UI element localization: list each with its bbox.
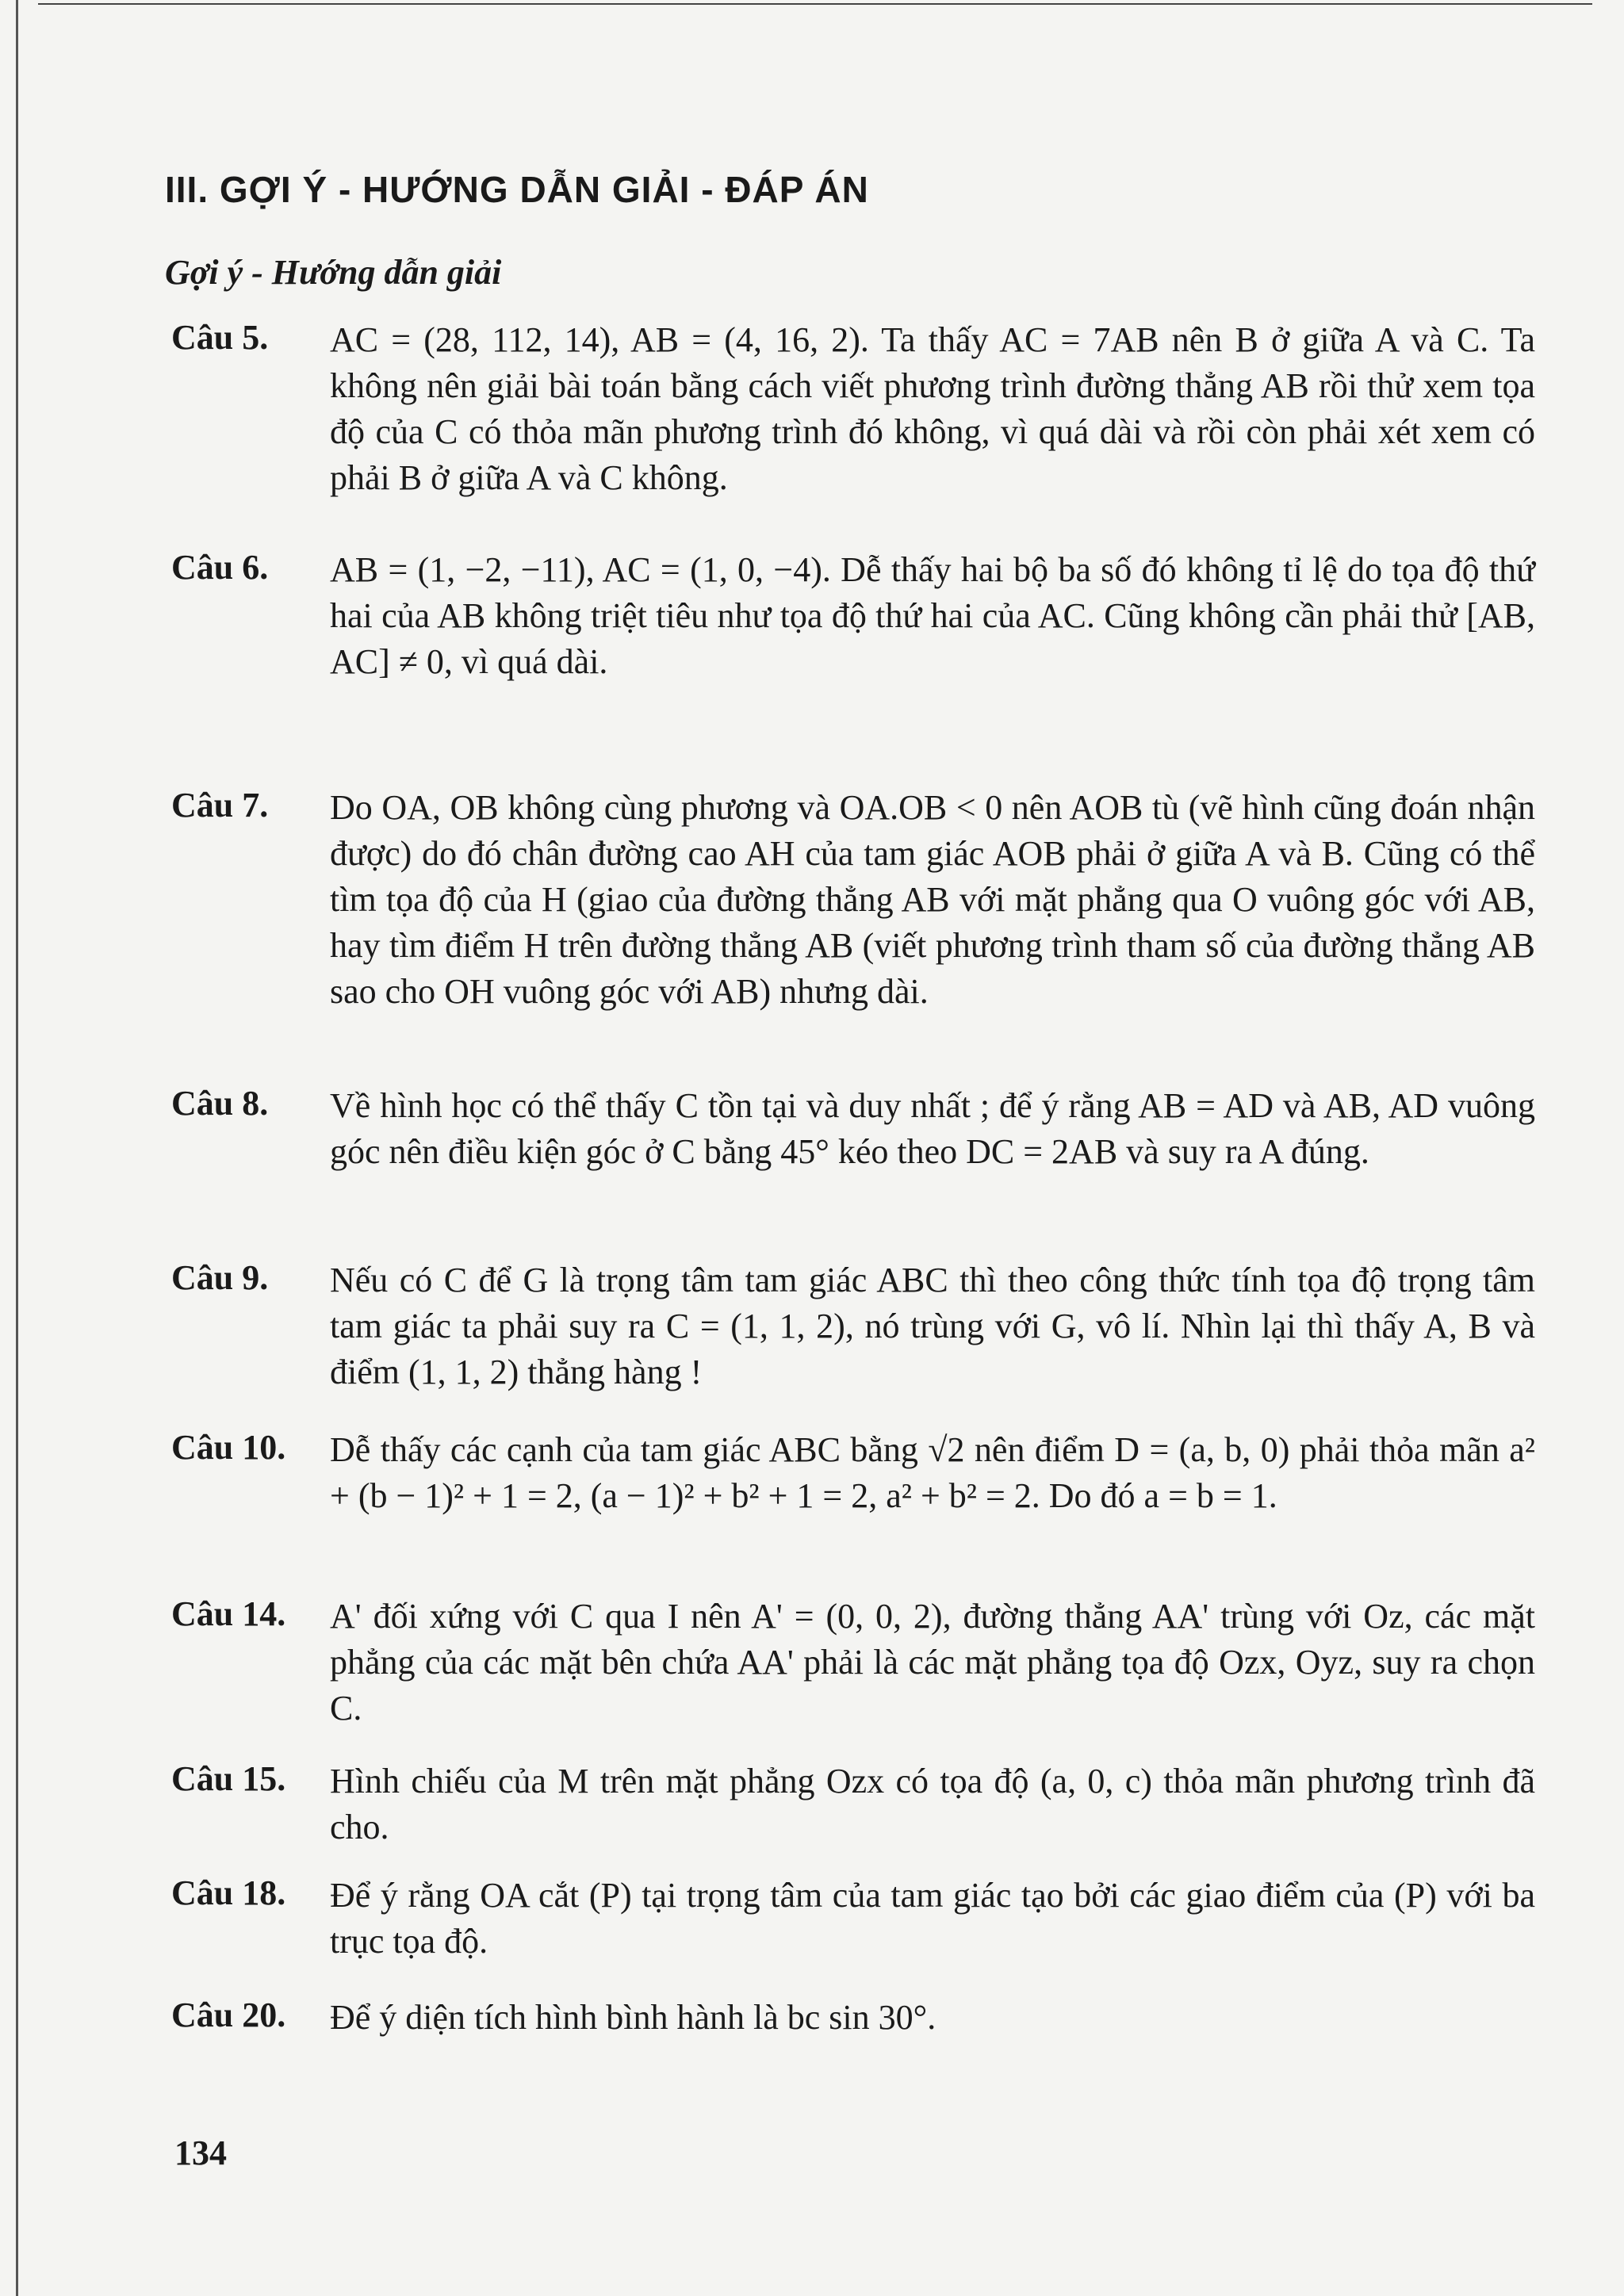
answer-item-14 [171,1594,1535,1732]
answer-item-20 [171,1995,1535,2041]
item-label: Câu 5. [171,318,269,357]
left-rule [16,0,18,2296]
answer-item-5 [171,317,1535,501]
item-label: Câu 20. [171,1996,286,2034]
section-heading: III. GỢI Ý - HƯỚNG DẪN GIẢI - ĐÁP ÁN [165,169,869,210]
item-label: Câu 7. [171,786,269,825]
item-text: Để ý diện tích hình bình hành là bc sin 30°. [330,1998,936,2037]
item-label: Câu 14. [171,1594,286,1633]
page-number: 134 [174,2133,227,2172]
answer-item-7 [171,785,1535,1015]
answer-item-18 [171,1873,1535,1965]
item-text: AB = (1, −2, −11), AC = (1, 0, −4). Dễ thấy hai bộ ba số đó không tỉ lệ do tọa độ thứ hai của AB không triệt tiêu như tọa độ thứ hai của AC. Cũng không cần phải thử [AB, AC] ≠ 0, vì quá dài. [330,550,1535,681]
answer-item-8 [171,1083,1535,1175]
item-label: Câu 8. [171,1084,269,1123]
item-label: Câu 9. [171,1258,269,1297]
answer-item-15 [171,1758,1535,1850]
section-subheading: Gợi ý - Hướng dẫn giải [165,253,502,292]
item-text: Về hình học có thể thấy C tồn tại và duy nhất ; để ý rằng AB = AD và AB, AD vuông góc nên điều kiện góc ở C bằng 45° kéo theo DC = 2AB và suy ra A đúng. [330,1086,1535,1171]
item-text: Do OA, OB không cùng phương và OA.OB < 0 nên AOB tù (vẽ hình cũng đoán nhận được) do đó chân đường cao AH của tam giác AOB phải ở giữa A và B. Cũng có thể tìm tọa độ của H (giao của đường thẳng AB với mặt phẳng qua O vuông góc với AB, hay tìm điểm H trên đường thẳng AB (viết phương trình tham số của đường thẳng AB sao cho OH vuông góc với AB) nhưng dài. [330,788,1535,1011]
item-label: Câu 10. [171,1428,286,1467]
item-text: Hình chiếu của M trên mặt phẳng Ozx có tọa độ (a, 0, c) thỏa mãn phương trình đã cho. [330,1762,1535,1846]
item-label: Câu 15. [171,1759,286,1798]
answer-item-6 [171,547,1535,685]
answer-item-9 [171,1257,1535,1395]
item-text: Nếu có C để G là trọng tâm tam giác ABC thì theo công thức tính tọa độ trọng tâm tam giác ta phải suy ra C = (1, 1, 2), nó trùng với G, vô lí. Nhìn lại thì thấy A, B và điểm (1, 1, 2) thẳng hàng ! [330,1261,1535,1391]
answer-item-10 [171,1427,1535,1519]
item-text: Để ý rằng OA cắt (P) tại trọng tâm của tam giác tạo bởi các giao điểm của (P) với ba trục tọa độ. [330,1876,1535,1961]
item-text: AC = (28, 112, 14), AB = (4, 16, 2). Ta thấy AC = 7AB nên B ở giữa A và C. Ta không nên giải bài toán bằng cách viết phương trình đường thẳng AB rồi thử xem tọa độ của C có thỏa mãn phương trình đó không, vì quá dài và rồi còn phải xét xem có phải B ở giữa A và C không. [330,320,1535,497]
item-label: Câu 6. [171,548,269,587]
top-rule [38,3,1592,5]
item-text: Dễ thấy các cạnh của tam giác ABC bằng √2 nên điểm D = (a, b, 0) phải thỏa mãn a² + (b − 1)² + 1 = 2, (a − 1)² + b² + 1 = 2, a² + b² = 2. Do đó a = b = 1. [330,1430,1535,1515]
item-text: A' đối xứng với C qua I nên A' = (0, 0, 2), đường thẳng AA' trùng với Oz, các mặt phẳng của các mặt bên chứa AA' phải là các mặt phẳng tọa độ Ozx, Oyz, suy ra chọn C. [330,1597,1535,1728]
item-label: Câu 18. [171,1873,286,1912]
